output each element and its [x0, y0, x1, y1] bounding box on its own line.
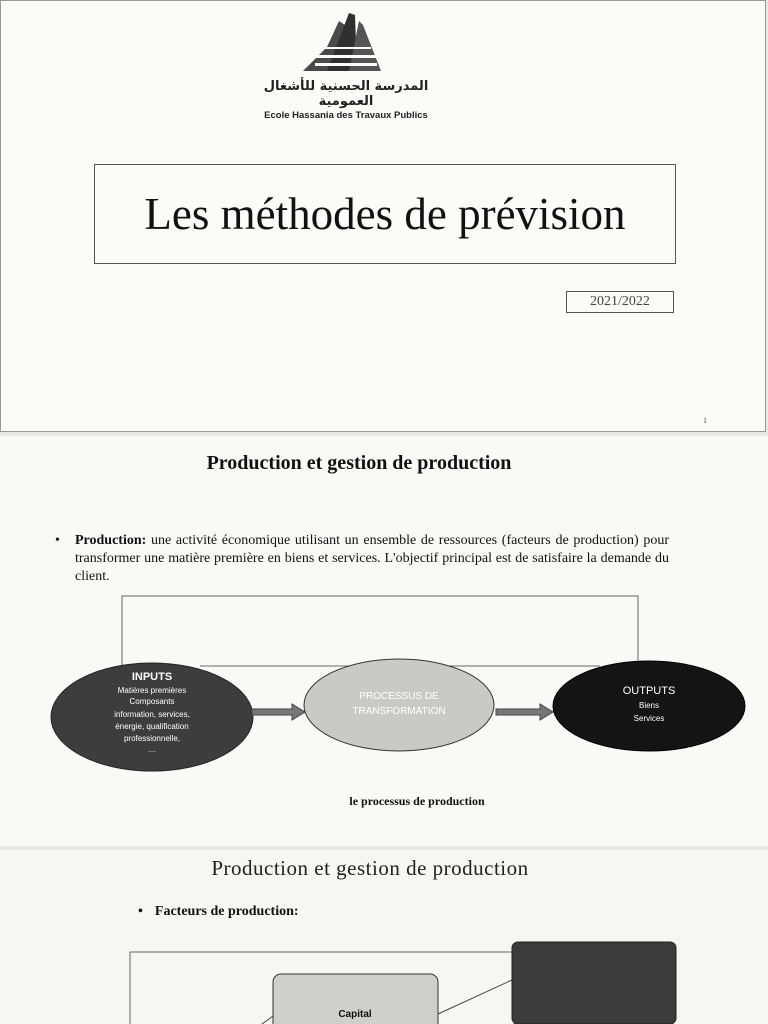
slide-heading: Production et gestion de production	[211, 856, 529, 880]
inputs-title: INPUTS	[131, 671, 173, 683]
logo-arabic-name: المدرسة الحسنية للأشغال العمومية	[263, 79, 429, 109]
triangle-stripes-logo-icon	[301, 11, 391, 75]
academic-year: 2021/2022	[566, 291, 674, 313]
inputs-line: ...	[148, 745, 156, 754]
factors-bullet	[138, 904, 299, 920]
connector-line	[438, 980, 512, 1014]
bullet-text: une activité économique utilisant un ensemble de ressources (facteurs de production) pour transformer une matière première en biens et services. L'objectif principal est de satisfaire la demande du client.	[75, 533, 669, 584]
production-factors-diagram	[0, 940, 768, 1024]
inputs-line: énergie, qualification	[115, 722, 189, 731]
process-oval	[304, 659, 494, 751]
production-factors-slide	[0, 850, 768, 1024]
bullet-icon: •	[55, 533, 60, 548]
process-line: PROCESSUS DE	[359, 691, 439, 702]
logo-french-name: Ecole Hassania des Travaux Publics	[264, 110, 428, 121]
school-logo	[251, 11, 441, 121]
production-process-slide	[0, 436, 768, 846]
slide-heading: Production et gestion de production	[206, 452, 512, 474]
outputs-line: Services	[633, 714, 665, 723]
outputs-line: Biens	[638, 701, 660, 710]
arrow-right-icon	[252, 704, 305, 720]
factor-box-dark	[512, 942, 676, 1024]
inputs-line: information, services,	[114, 710, 190, 719]
inputs-line: Matières premières	[117, 686, 187, 695]
inputs-line: professionnelle,	[123, 734, 181, 743]
production-process-diagram	[0, 566, 768, 786]
slide-title: Les méthodes de prévision	[144, 189, 626, 239]
page-number: 1	[703, 416, 707, 425]
bullet-icon: •	[138, 904, 143, 919]
arrow-right-icon	[496, 704, 553, 720]
feedback-frame	[122, 596, 638, 666]
diagram-caption: le processus de production	[349, 794, 485, 808]
process-line: TRANSFORMATION	[352, 706, 446, 717]
outputs-title: OUTPUTS	[622, 685, 676, 697]
inputs-line: Composants	[129, 697, 175, 706]
connector-line	[262, 1016, 273, 1024]
capital-label: Capital	[338, 1009, 372, 1020]
bullet-text: Facteurs de production:	[154, 904, 299, 919]
title-slide	[0, 0, 766, 432]
title-box	[94, 164, 676, 264]
bullet-term: Production:	[75, 533, 147, 548]
